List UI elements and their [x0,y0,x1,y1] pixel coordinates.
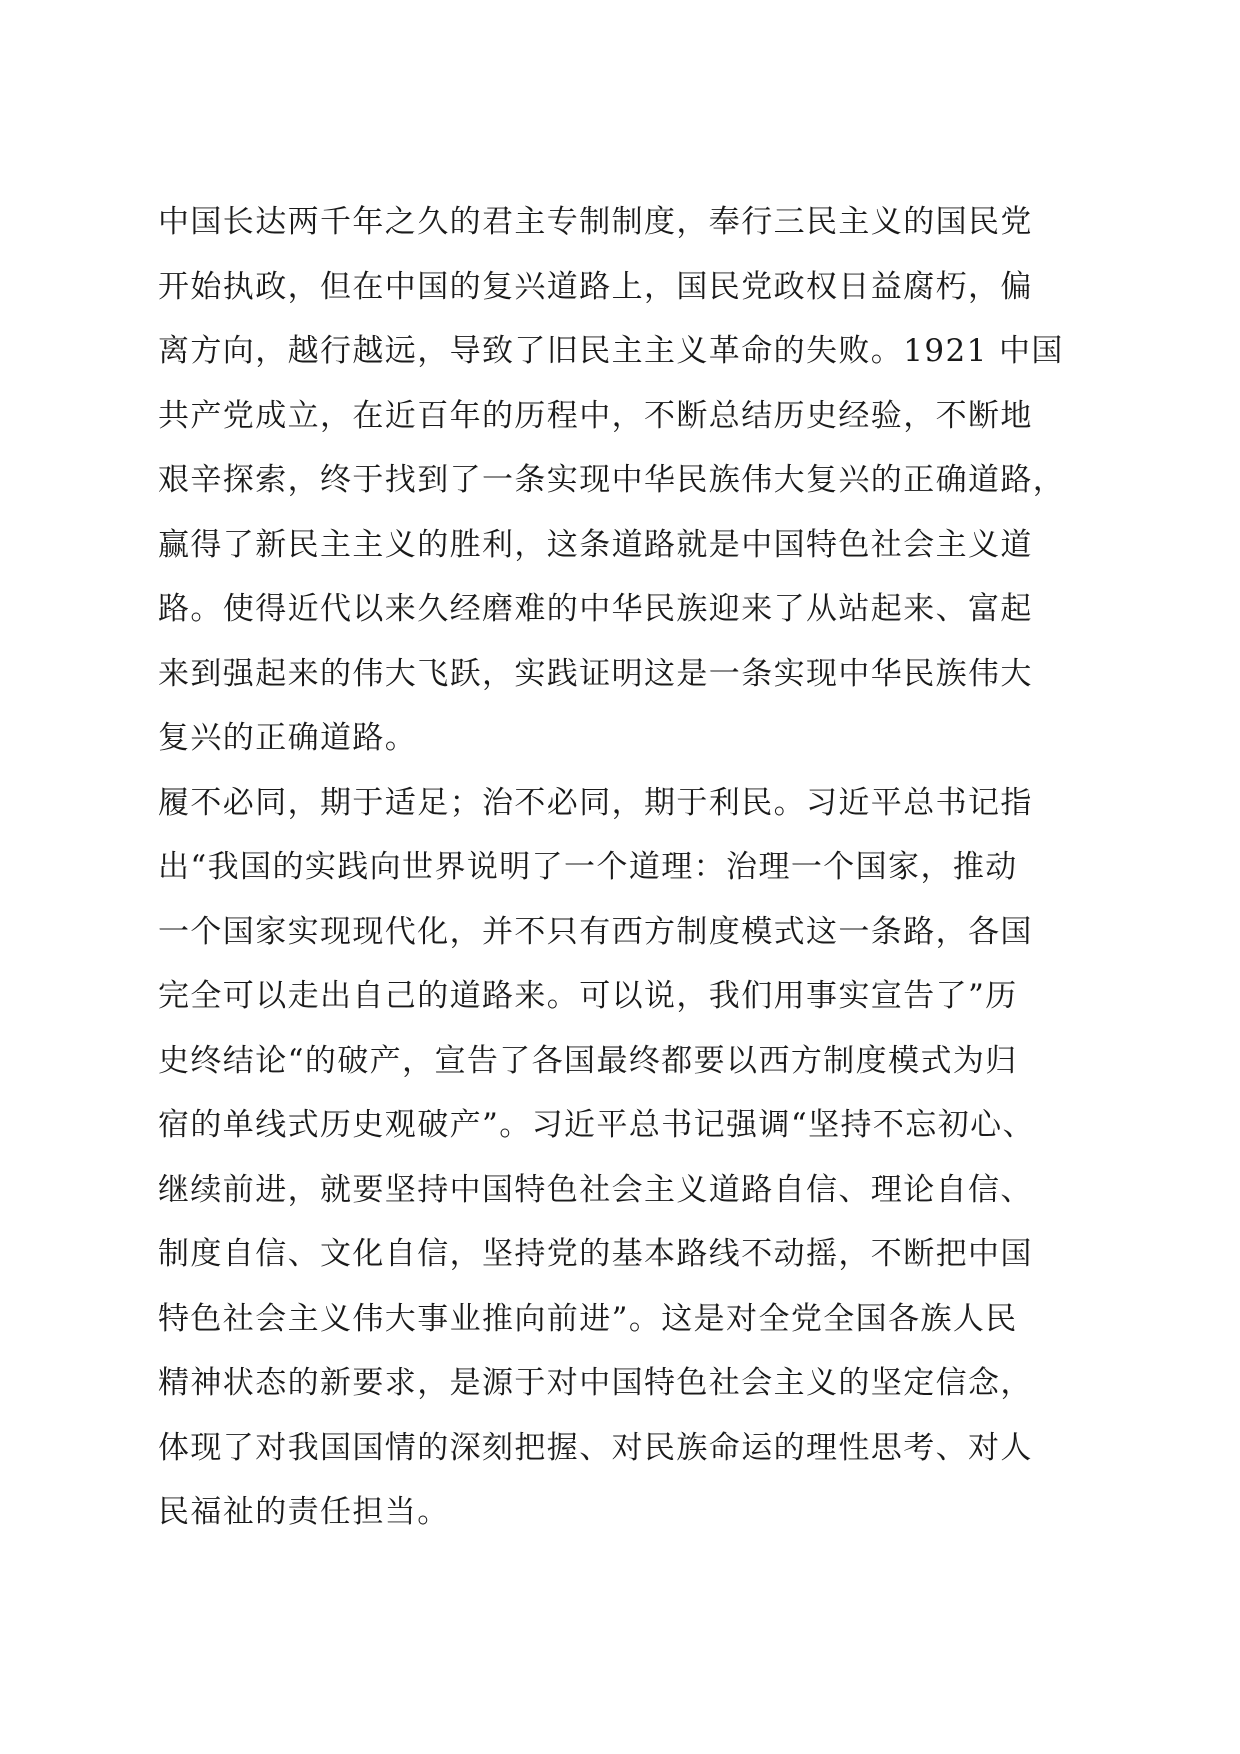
text-line: 开始执政，但在中国的复兴道路上，国民党政权日益腐朽，偏 [158,268,1033,305]
text-line: 离方向，越行越远，导致了旧民主主义革命的失败。1921 中国 [158,333,1064,369]
text-line: 宿的单线式历史观破产”。习近平总书记强调“坚持不忘初心、 [158,1107,1035,1143]
text-line: 民福祉的责任担当。 [158,1494,450,1530]
text-line: 共产党成立，在近百年的历程中，不断总结历史经验，不断地 [158,397,1033,434]
paragraph-2 [158,771,1098,1545]
document-body [158,190,1098,1545]
text-line: 中国长达两千年之久的君主专制制度，奉行三民主义的国民党 [158,204,1033,240]
text-line: 体现了对我国国情的深刻把握、对民族命运的理性思考、对人 [158,1429,1033,1466]
text-line: 艰辛探索，终于找到了一条实现中华民族伟大复兴的正确道路， [158,462,1066,498]
text-line: 精神状态的新要求，是源于对中国特色社会主义的坚定信念， [158,1365,1033,1401]
text-line: 复兴的正确道路。 [158,720,418,756]
text-line: 特色社会主义伟大事业推向前进”。这是对全党全国各族人民 [158,1300,1018,1337]
text-line: 继续前进，就要坚持中国特色社会主义道路自信、理论自信、 [158,1171,1033,1208]
text-line: 出“我国的实践向世界说明了一个道理：治理一个国家，推动 [158,849,1018,885]
text-line: 制度自信、文化自信，坚持党的基本路线不动摇，不断把中国 [158,1236,1033,1272]
text-line: 赢得了新民主主义的胜利，这条道路就是中国特色社会主义道 [158,526,1033,563]
paragraph-1 [158,190,1098,771]
text-line: 一个国家实现现代化，并不只有西方制度模式这一条路，各国 [158,913,1033,950]
text-line: 路。使得近代以来久经磨难的中华民族迎来了从站起来、富起 [158,591,1033,627]
text-line: 完全可以走出自己的道路来。可以说，我们用事实宣告了”历 [158,978,1018,1014]
text-line: 来到强起来的伟大飞跃，实践证明这是一条实现中华民族伟大 [158,655,1033,692]
text-line: 史终结论“的破产，宣告了各国最终都要以西方制度模式为归 [158,1042,1018,1079]
text-line: 履不必同，期于适足；治不必同，期于利民。习近平总书记指 [158,784,1033,821]
